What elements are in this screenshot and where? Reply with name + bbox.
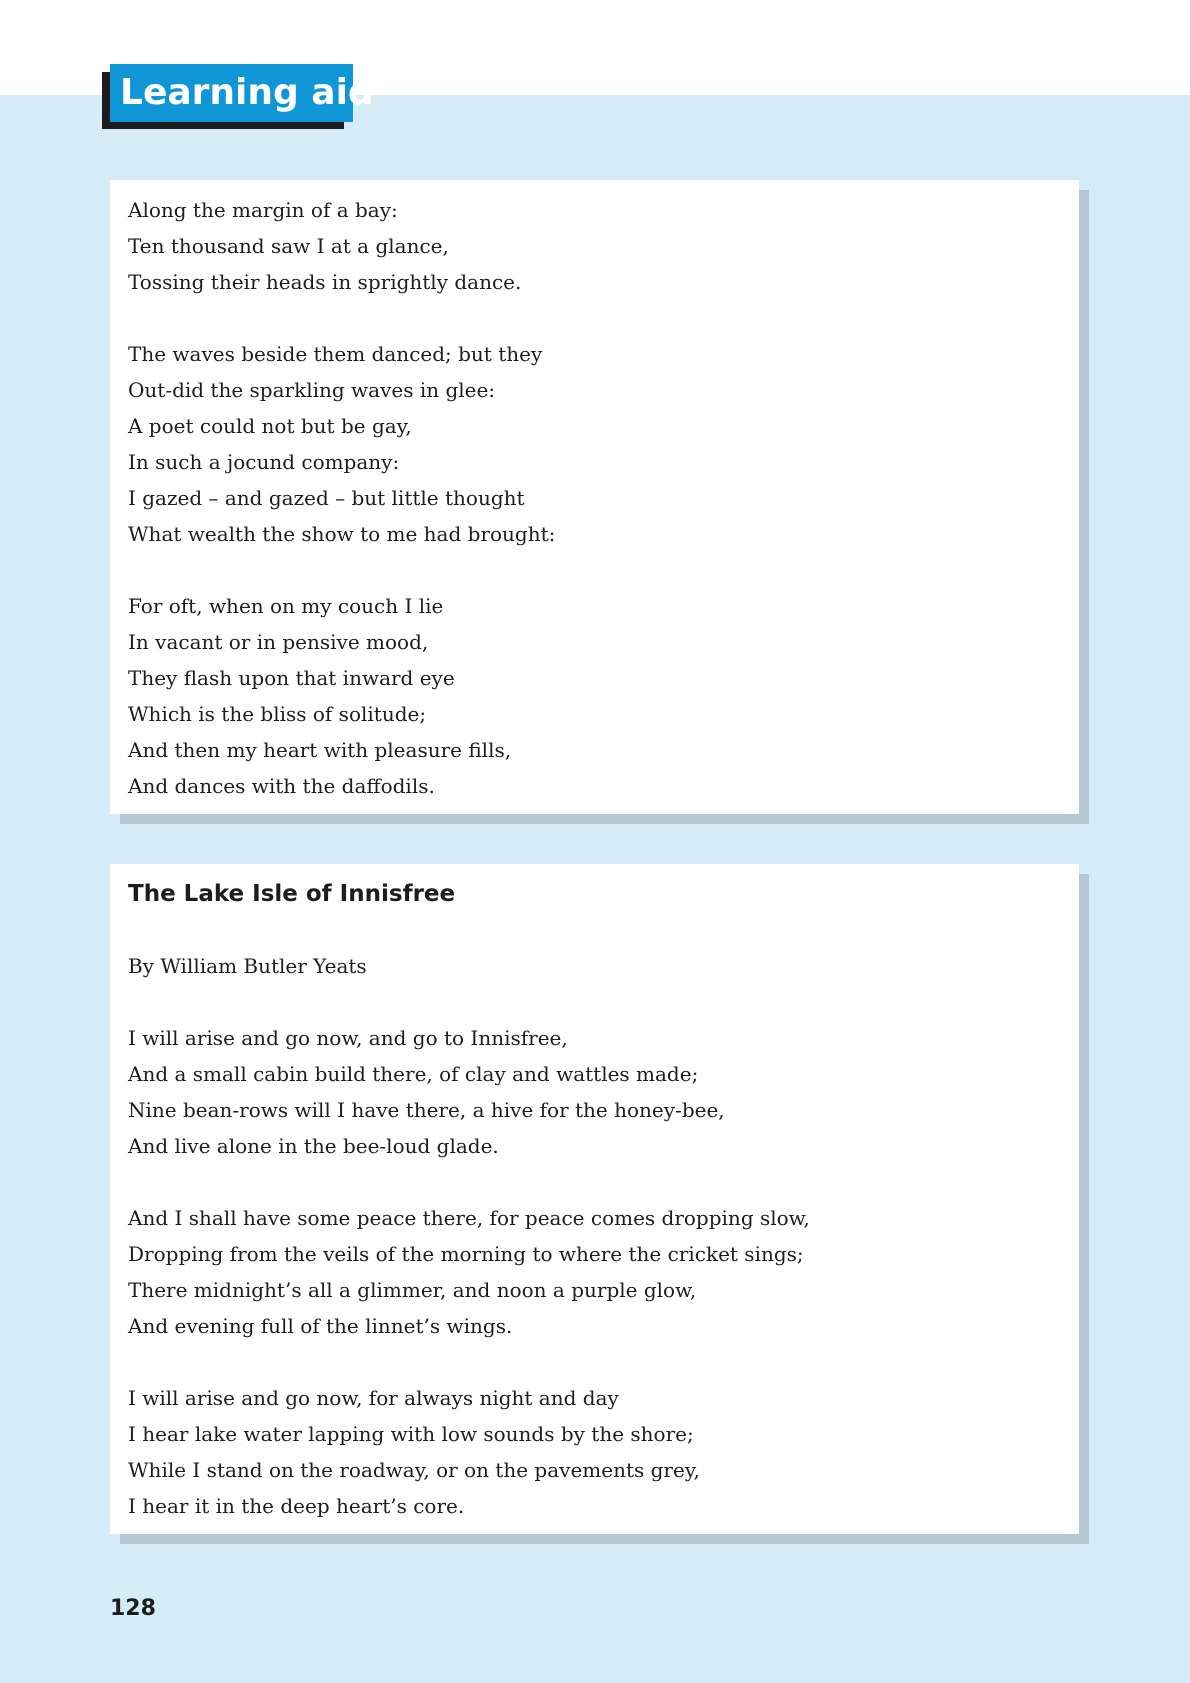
- poem2-card: [110, 864, 1079, 1534]
- poem-line: I hear it in the deep heart’s core.: [128, 1494, 465, 1518]
- poem1-card: [110, 180, 1079, 814]
- poem-line: I will arise and go now, and go to Innisfree,: [128, 1026, 568, 1050]
- poem-line: Nine bean-rows will I have there, a hive for the honey-bee,: [128, 1098, 725, 1122]
- page-number: 128: [110, 1596, 156, 1621]
- poem-line: Tossing their heads in sprightly dance.: [128, 270, 522, 294]
- poem-line: And live alone in the bee-loud glade.: [128, 1134, 499, 1158]
- poem-line: I gazed – and gazed – but little thought: [128, 486, 525, 510]
- poem-line: I will arise and go now, for always night and day: [128, 1386, 619, 1410]
- poem-line: Dropping from the veils of the morning to where the cricket sings;: [128, 1242, 804, 1266]
- poem2-stanza-2: [128, 1200, 1079, 1344]
- poem-line: And I shall have some peace there, for peace comes dropping slow,: [128, 1206, 810, 1230]
- poem-line: Which is the bliss of solitude;: [128, 702, 427, 726]
- poem1-stanza-3: [128, 588, 1079, 804]
- poem2-stanza-1: [128, 1020, 1079, 1164]
- poem-line: A poet could not but be gay,: [128, 414, 412, 438]
- poem-byline: By William Butler Yeats: [128, 954, 367, 978]
- poem-line: And a small cabin build there, of clay and wattles made;: [128, 1062, 699, 1086]
- section-label: Learning aid: [110, 64, 353, 122]
- poem1-stanza-2: [128, 336, 1079, 552]
- poem-line: Ten thousand saw I at a glance,: [128, 234, 449, 258]
- poem-line: The waves beside them danced; but they: [128, 342, 543, 366]
- poem-line: What wealth the show to me had brought:: [128, 522, 556, 546]
- poem-line: And then my heart with pleasure fills,: [128, 738, 512, 762]
- poem-line: They flash upon that inward eye: [128, 666, 455, 690]
- poem-line: And evening full of the linnet’s wings.: [128, 1314, 513, 1338]
- poem1-stanza-1: [128, 192, 1079, 300]
- poem2-stanza-3: [128, 1380, 1079, 1524]
- poem-title: The Lake Isle of Innisfree: [128, 881, 456, 907]
- poem-line: For oft, when on my couch I lie: [128, 594, 444, 618]
- poem-line: I hear lake water lapping with low sounds by the shore;: [128, 1422, 694, 1446]
- poem-line: Along the margin of a bay:: [128, 198, 398, 222]
- poem-line: Out-did the sparkling waves in glee:: [128, 378, 496, 402]
- poem-line: There midnight’s all a glimmer, and noon a purple glow,: [128, 1278, 697, 1302]
- poem-line: While I stand on the roadway, or on the pavements grey,: [128, 1458, 700, 1482]
- poem-line: In vacant or in pensive mood,: [128, 630, 429, 654]
- poem-line: And dances with the daffodils.: [128, 774, 435, 798]
- poem-line: In such a jocund company:: [128, 450, 400, 474]
